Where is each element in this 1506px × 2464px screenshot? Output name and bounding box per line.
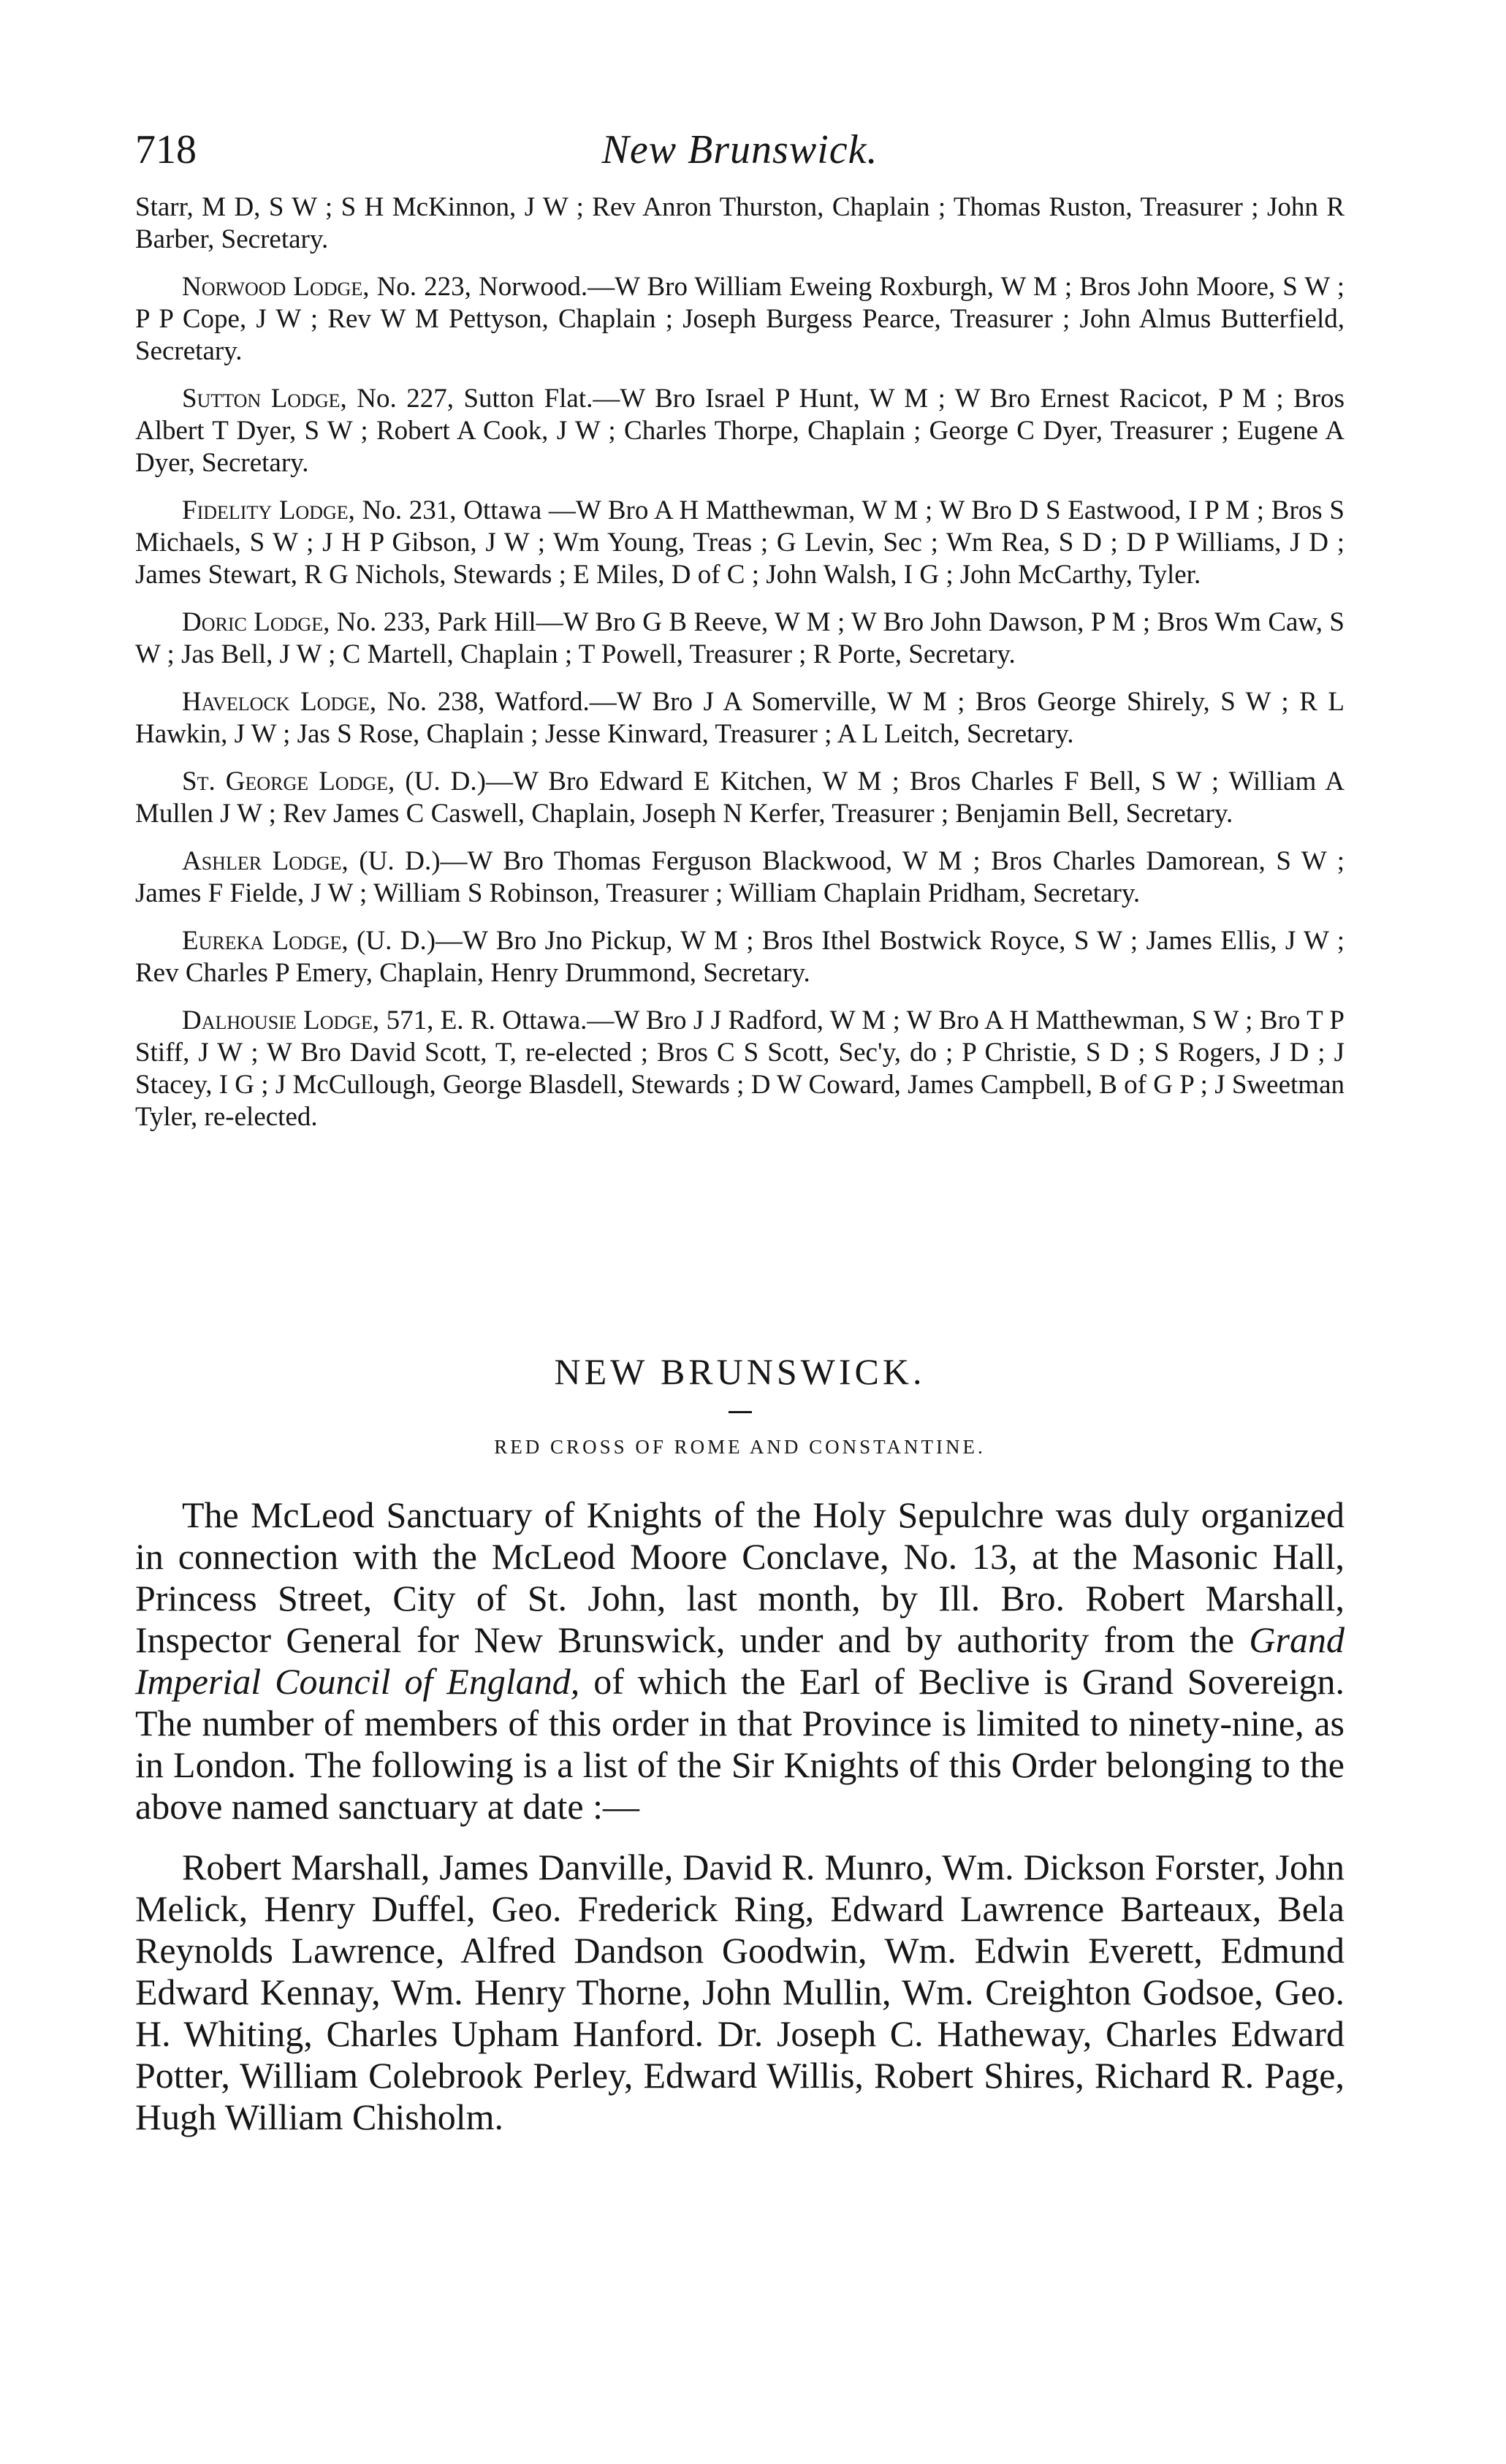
lodge-text: , No. 227, Sutton Flat.—W Bro Israel P Hunt, W M ; W Bro Ernest Racicot, P M ; Bros Albert T Dyer, S W ; Robert A Cook, J W ; Charles Thorpe, Chaplain ; George C Dyer, Treasurer ; Eugene A Dyer, Secretary. [135,384,1345,478]
lodge-entry [135,766,1345,830]
section-title: NEW BRUNSWICK. [554,1351,926,1392]
page-header [135,121,1345,179]
lodge-entry [135,271,1345,368]
knights-list: Robert Marshall, James Danville, David R. Munro, Wm. Dickson Forster, John Melick, Henry Duffel, Geo. Frederick Ring, Edward Lawrence Barteaux, Bela Reynolds Lawrence, Alfred Dandson Goodwin, Wm. Edwin Everett, Edmund Edward Kennay, Wm. Henry Thorne, John Mullin, Wm. Creighton Godsoe, Geo. H. Whiting, Charles Upham Hanford. Dr. Joseph C. Hatheway, Charles Edward Potter, William Colebrook Perley, Edward Willis, Robert Shires, Richard R. Page, Hugh William Chisholm. [135,1847,1345,2137]
lodge-name: Doric Lodge [182,607,324,637]
lodge-text: , No. 223, Norwood.—W Bro William Eweing Roxburgh, W M ; Bros John Moore, S W ; P P Cope, J W ; Rev W M Pettyson, Chaplain ; Joseph Burgess Pearce, Treasurer ; John Almus Butterfield, Secretary. [135,272,1345,366]
title-rule [729,1411,752,1413]
lodge-text: , (U. D.)—W Bro Thomas Ferguson Blackwood, W M ; Bros Charles Damorean, S W ; James F Fielde, J W ; William S Robinson, Treasurer ; William Chaplain Pridham, Secretary. [135,846,1345,908]
section-subtitle: RED CROSS OF ROME AND CONSTANTINE. [494,1436,986,1458]
lodge-name: Norwood Lodge [182,272,363,302]
lodge-entry [135,495,1345,591]
page-number: 718 [135,127,197,172]
lodge-entry [135,607,1345,671]
lodge-entry [135,925,1345,989]
council-name: Grand Imperial Council of England, [135,1619,1345,1702]
body-text: of which the Earl of Beclive is Grand Sovereign. The number of members of this order in that Province is limited to ninety-nine, as in London. The following is a list of the Sir Knights of this Order belonging to the above named sanctuary at date :— [135,1661,1345,1827]
lodge-name: Dalhousie Lodge [182,1005,373,1035]
section-heading [135,1348,1345,1461]
lodge-name: St. George Lodge [182,767,389,796]
lodge-name: Sutton Lodge [182,384,341,414]
body-paragraph [135,1494,1345,1828]
lodge-name: Fidelity Lodge [182,495,349,525]
lodge-entry [135,1005,1345,1133]
lodge-entry [135,686,1345,750]
lodge-name: Eureka Lodge [182,926,342,956]
lodge-list [135,191,1345,1149]
lodge-text: , (U. D.)—W Bro Edward E Kitchen, W M ; Bros Charles F Bell, S W ; William A Mullen J W ; Rev James C Caswell, Chaplain, Joseph N Kerfer, Treasurer ; Benjamin Bell, Secretary. [135,767,1345,829]
lodge-name: Havelock Lodge [182,687,370,717]
lodge-entry [135,845,1345,910]
lodge-entry [135,383,1345,479]
lodge-text: , No. 238, Watford.—W Bro J A Somerville, W M ; Bros George Shirely, S W ; R L Hawkin, J W ; Jas S Rose, Chaplain ; Jesse Kinward, Treasurer ; A L Leitch, Secretary. [135,687,1345,749]
lodge-text: , No. 233, Park Hill—W Bro G B Reeve, W M ; W Bro John Dawson, P M ; Bros Wm Caw, S W ; Jas Bell, J W ; C Martell, Chaplain ; T Powell, Treasurer ; R Porte, Secretary. [135,607,1345,669]
lodge-text: , No. 231, Ottawa —W Bro A H Matthewman, W M ; W Bro D S Eastwood, I P M ; Bros S Michaels, S W ; J H P Gibson, J W ; Wm Young, Treas ; G Levin, Sec ; Wm Rea, S D ; D P Williams, J D ; James Stewart, R G Nichols, Stewards ; E Miles, D of C ; John Walsh, I G ; John McCarthy, Tyler. [135,495,1345,590]
article-body [135,1494,1345,2138]
lodge-entry [135,191,1345,256]
running-head: New Brunswick. [601,127,878,172]
lodge-text: , 571, E. R. Ottawa.—W Bro J J Radford, W M ; W Bro A H Matthewman, S W ; Bro T P Stiff, J W ; W Bro David Scott, T, re-elected ; Bros C S Scott, Sec'y, do ; P Christie, S D ; S Rogers, J D ; J Stacey, I G ; J McCullough, George Blasdell, Stewards ; D W Coward, James Campbell, B of G P ; J Sweetman Tyler, re-elected. [135,1005,1345,1132]
body-text: The McLeod Sanctuary of Knights of the Holy Sepulchre was duly organized in connection with the McLeod Moore Conclave, No. 13, at the Masonic Hall, Princess Street, City of St. John, last month, by Ill. Bro. Robert Marshall, Inspector General for New Brunswick, under and by authority from the [135,1494,1345,1660]
lodge-name: Ashler Lodge [182,846,342,876]
lodge-text: Starr, M D, S W ; S H McKinnon, J W ; Rev Anron Thurston, Chaplain ; Thomas Ruston, Treasurer ; John R Barber, Secretary. [135,192,1345,254]
lodge-text: , (U. D.)—W Bro Jno Pickup, W M ; Bros Ithel Bostwick Royce, S W ; James Ellis, J W ; Rev Charles P Emery, Chaplain, Henry Drummond, Secretary. [135,926,1345,988]
